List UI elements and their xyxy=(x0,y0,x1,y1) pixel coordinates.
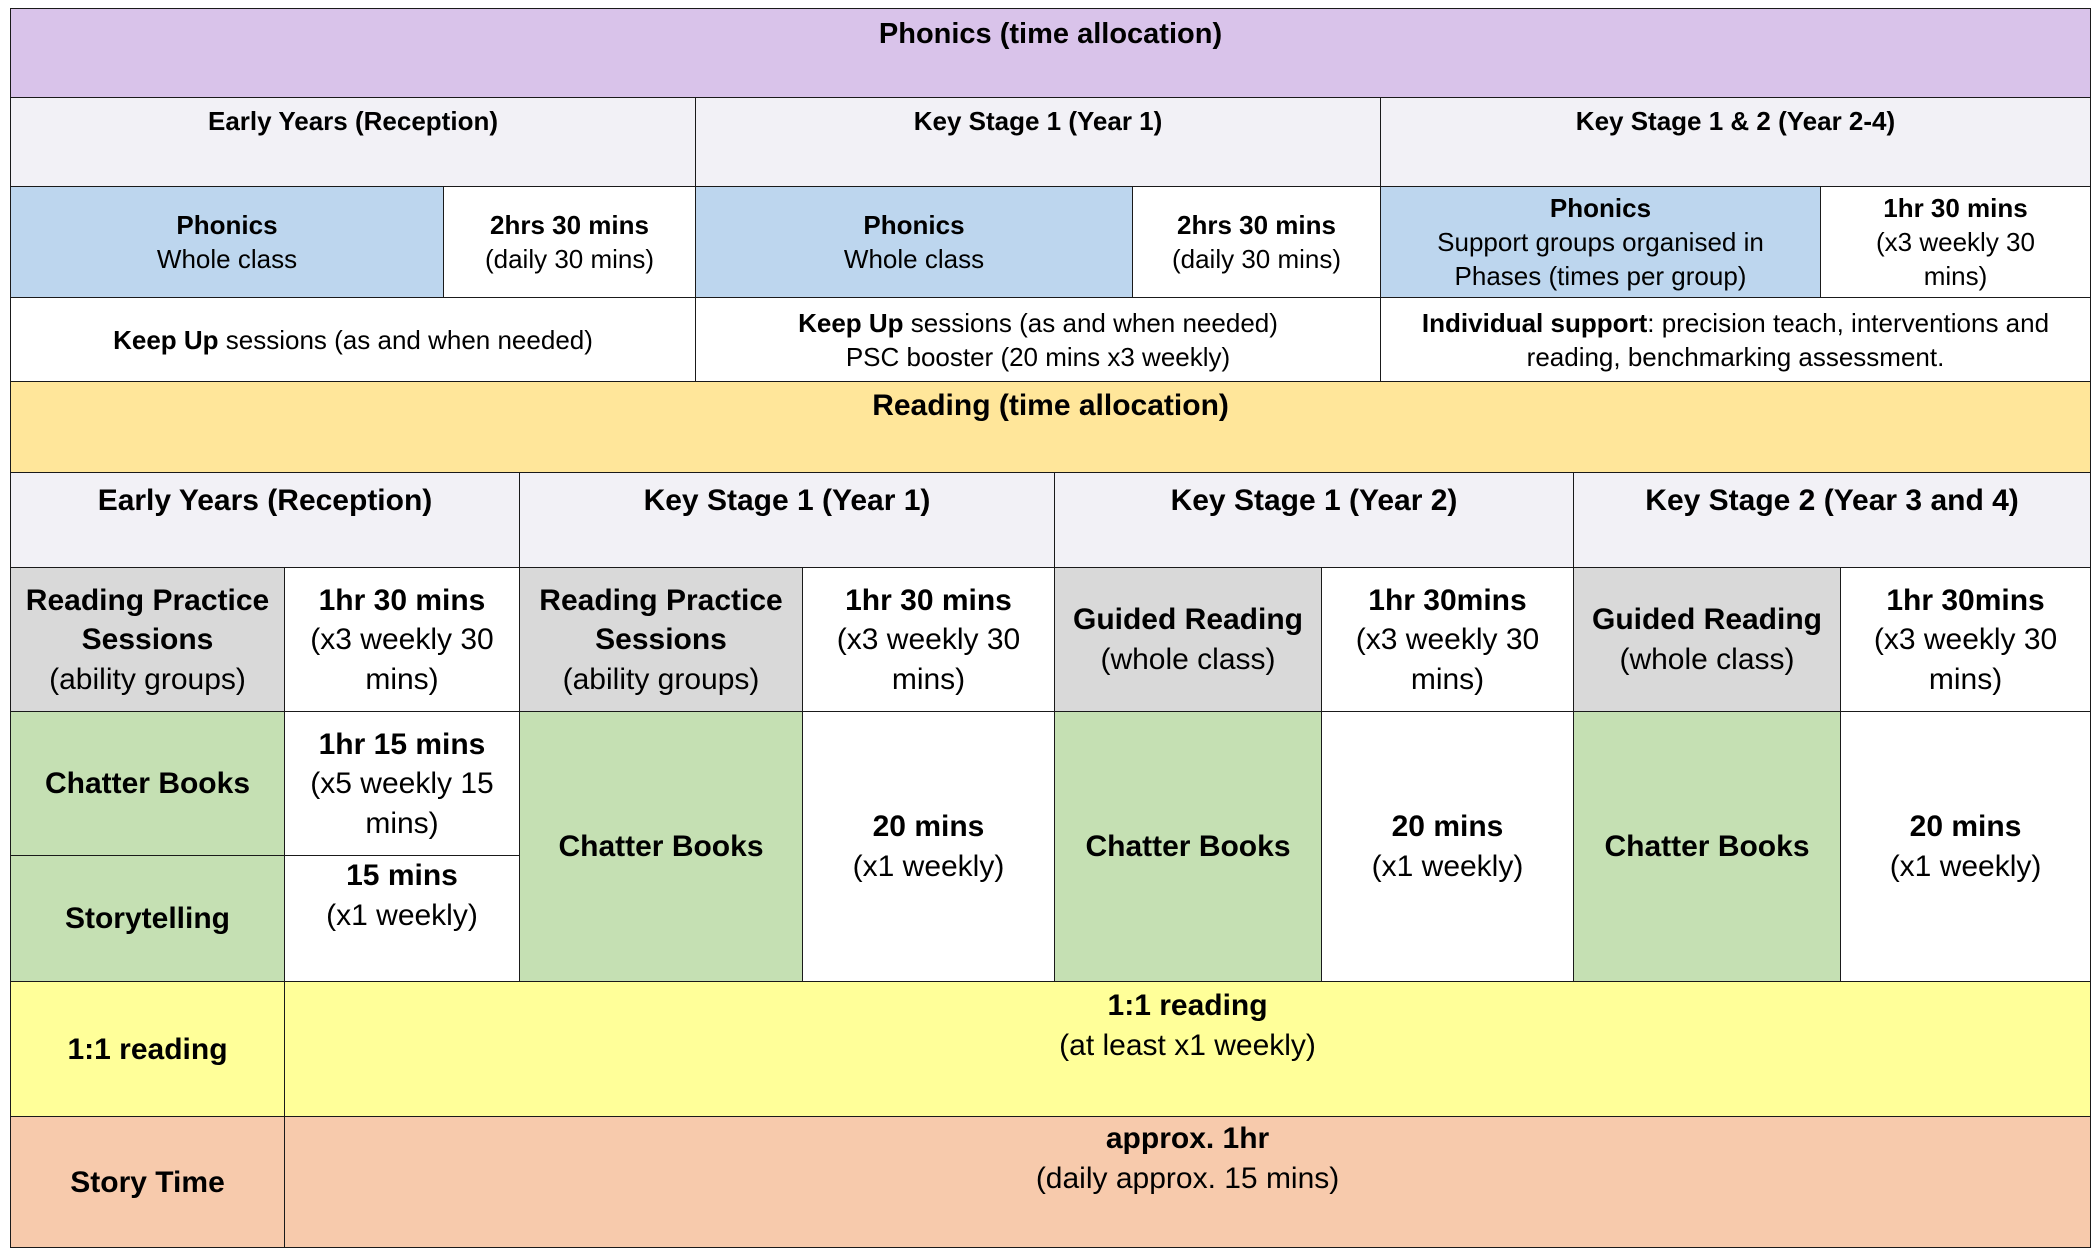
ks2-guided-time xyxy=(1841,568,2091,712)
activity-detail: (whole class) xyxy=(1619,642,1795,676)
phonics-title-row xyxy=(11,9,2091,98)
reading-section-title: Reading (time allocation) xyxy=(11,382,2091,473)
activity-name: Chatter Books xyxy=(558,830,764,864)
eyfs-practice-activity xyxy=(11,568,285,712)
time-frequency: (x1 weekly) xyxy=(1889,849,2042,883)
activity-name: Phonics xyxy=(863,209,965,240)
time-total: 1hr 30 mins xyxy=(318,583,486,617)
time-frequency: (x1 weekly) xyxy=(852,849,1005,883)
support-name: Keep Up xyxy=(798,307,904,338)
time-frequency: mins) xyxy=(365,806,439,840)
activity-name: Reading Practice xyxy=(539,583,783,617)
time-frequency: (x1 weekly) xyxy=(326,899,478,932)
phonics-ks12-time xyxy=(1821,187,2091,298)
eyfs-chatter-time xyxy=(285,712,520,856)
support-detail: sessions (as and when needed) xyxy=(218,324,593,355)
activity-name: Guided Reading xyxy=(1591,603,1822,637)
phonics-eyfs-time xyxy=(444,187,696,298)
reading-title-row xyxy=(11,382,2091,473)
time-total: 1hr 30mins xyxy=(1886,583,2045,617)
activity-detail: (ability groups) xyxy=(49,662,246,696)
activity-detail: (whole class) xyxy=(1100,642,1276,676)
eyfs-practice-time xyxy=(285,568,520,712)
phonics-eyfs-activity xyxy=(11,187,444,298)
phonics-support-row xyxy=(11,298,2091,383)
reading-one-to-one-row xyxy=(11,982,2091,1117)
time-frequency: (daily 30 mins) xyxy=(484,244,655,274)
time-total: 1hr 30mins xyxy=(1368,583,1527,617)
eyfs-storytelling-time xyxy=(285,856,520,982)
time-frequency: mins) xyxy=(891,662,966,696)
activity-detail: Phases (times per group) xyxy=(1454,261,1747,292)
activity-name: Sessions xyxy=(595,623,727,657)
activity-name: Phonics xyxy=(1549,192,1652,223)
ks1-year2-guided-activity xyxy=(1055,568,1322,712)
time-total: 15 mins xyxy=(346,859,458,893)
ks1-year2-chatter-time xyxy=(1322,712,1574,982)
story-time-label: Story Time xyxy=(11,1117,285,1248)
time-frequency: (daily approx. 15 mins) xyxy=(1035,1162,1340,1195)
time-total: 1hr 30 mins xyxy=(1883,192,2028,223)
eyfs-chatter-books xyxy=(11,712,285,856)
support-detail: reading, benchmarking assessment. xyxy=(1526,342,1945,372)
time-total: 1:1 reading xyxy=(1107,989,1268,1023)
reading-table xyxy=(10,381,2091,1248)
time-frequency: (daily 30 mins) xyxy=(1171,244,1342,274)
reading-stage-ks1-year1: Key Stage 1 (Year 1) xyxy=(520,473,1055,568)
reading-practice-row xyxy=(11,568,2091,712)
support-detail: : precision teach, interventions and xyxy=(1647,307,2050,338)
reading-stage-ks2: Key Stage 2 (Year 3 and 4) xyxy=(1574,473,2091,568)
phonics-stage-ks1: Key Stage 1 (Year 1) xyxy=(696,98,1381,187)
time-total: 2hrs 30 mins xyxy=(1177,209,1336,240)
activity-detail: (ability groups) xyxy=(562,662,760,696)
phonics-ks1-time xyxy=(1133,187,1381,298)
activity-name: Storytelling xyxy=(64,902,230,936)
one-to-one-reading-label: 1:1 reading xyxy=(11,982,285,1117)
activity-name: Chatter Books xyxy=(1604,830,1810,864)
phonics-ks12-activity xyxy=(1381,187,1821,298)
time-frequency: (at least x1 weekly) xyxy=(1059,1029,1316,1062)
time-frequency: mins) xyxy=(1410,662,1485,696)
time-frequency: mins) xyxy=(1923,261,1988,292)
phonics-eyfs-support xyxy=(11,298,696,383)
phonics-stage-row xyxy=(11,98,2091,187)
phonics-ks1-support xyxy=(696,298,1381,383)
ks2-chatter-books xyxy=(1574,712,1841,982)
activity-name: Reading Practice xyxy=(25,583,270,617)
ks1-year2-chatter-books xyxy=(1055,712,1322,982)
phonics-table xyxy=(10,8,2091,383)
activity-detail: Whole class xyxy=(156,244,298,274)
time-frequency: (x3 weekly 30 xyxy=(1355,623,1540,657)
ks1-year2-guided-time xyxy=(1322,568,1574,712)
support-detail: sessions (as and when needed) xyxy=(903,307,1278,338)
ks2-chatter-time xyxy=(1841,712,2091,982)
time-frequency: mins) xyxy=(365,662,439,696)
reading-stage-ks1-year2: Key Stage 1 (Year 2) xyxy=(1055,473,1574,568)
phonics-ks1-activity xyxy=(696,187,1133,298)
time-frequency: mins) xyxy=(1928,662,2003,696)
reading-story-time-row xyxy=(11,1117,2091,1248)
one-to-one-reading-allocation xyxy=(285,982,2091,1117)
ks1-year1-chatter-time xyxy=(803,712,1055,982)
time-total: 1hr 15 mins xyxy=(318,727,486,761)
activity-name: Sessions xyxy=(81,623,214,657)
story-time-allocation xyxy=(285,1117,2091,1248)
phonics-stage-eyfs: Early Years (Reception) xyxy=(11,98,696,187)
activity-name: Guided Reading xyxy=(1072,603,1303,637)
activity-name: Chatter Books xyxy=(44,767,251,801)
time-total: approx. 1hr xyxy=(1105,1122,1270,1156)
ks1-year1-chatter-books xyxy=(520,712,803,982)
reading-chatter-row xyxy=(11,712,2091,856)
time-frequency: (x3 weekly 30 xyxy=(1876,226,2035,257)
time-total: 20 mins xyxy=(1909,810,2022,844)
time-frequency: (x5 weekly 15 xyxy=(310,767,494,801)
time-frequency: (x3 weekly 30 xyxy=(310,623,494,657)
ks1-year1-practice-activity xyxy=(520,568,803,712)
time-total: 20 mins xyxy=(872,810,985,844)
support-name: Keep Up xyxy=(113,324,219,355)
time-frequency: (x1 weekly) xyxy=(1371,849,1524,883)
eyfs-storytelling xyxy=(11,856,285,982)
time-frequency: (x3 weekly 30 xyxy=(1873,623,2058,657)
phonics-session-row xyxy=(11,187,2091,298)
ks2-guided-activity xyxy=(1574,568,1841,712)
time-total: 2hrs 30 mins xyxy=(490,209,649,240)
phonics-ks12-support xyxy=(1381,298,2091,383)
support-detail: PSC booster (20 mins x3 weekly) xyxy=(845,342,1231,372)
support-name: Individual support xyxy=(1421,307,1648,338)
reading-stage-row xyxy=(11,473,2091,568)
activity-name: Phonics xyxy=(176,209,278,240)
time-total: 1hr 30 mins xyxy=(845,583,1012,617)
phonics-stage-ks12: Key Stage 1 & 2 (Year 2-4) xyxy=(1381,98,2091,187)
reading-stage-eyfs: Early Years (Reception) xyxy=(11,473,520,568)
time-frequency: (x3 weekly 30 xyxy=(836,623,1021,657)
time-allocation-document xyxy=(10,8,2090,1248)
activity-detail: Whole class xyxy=(843,244,985,274)
ks1-year1-practice-time xyxy=(803,568,1055,712)
activity-detail: Support groups organised in xyxy=(1437,226,1764,257)
phonics-section-title: Phonics (time allocation) xyxy=(11,9,2091,98)
activity-name: Chatter Books xyxy=(1085,830,1291,864)
time-total: 20 mins xyxy=(1391,810,1504,844)
